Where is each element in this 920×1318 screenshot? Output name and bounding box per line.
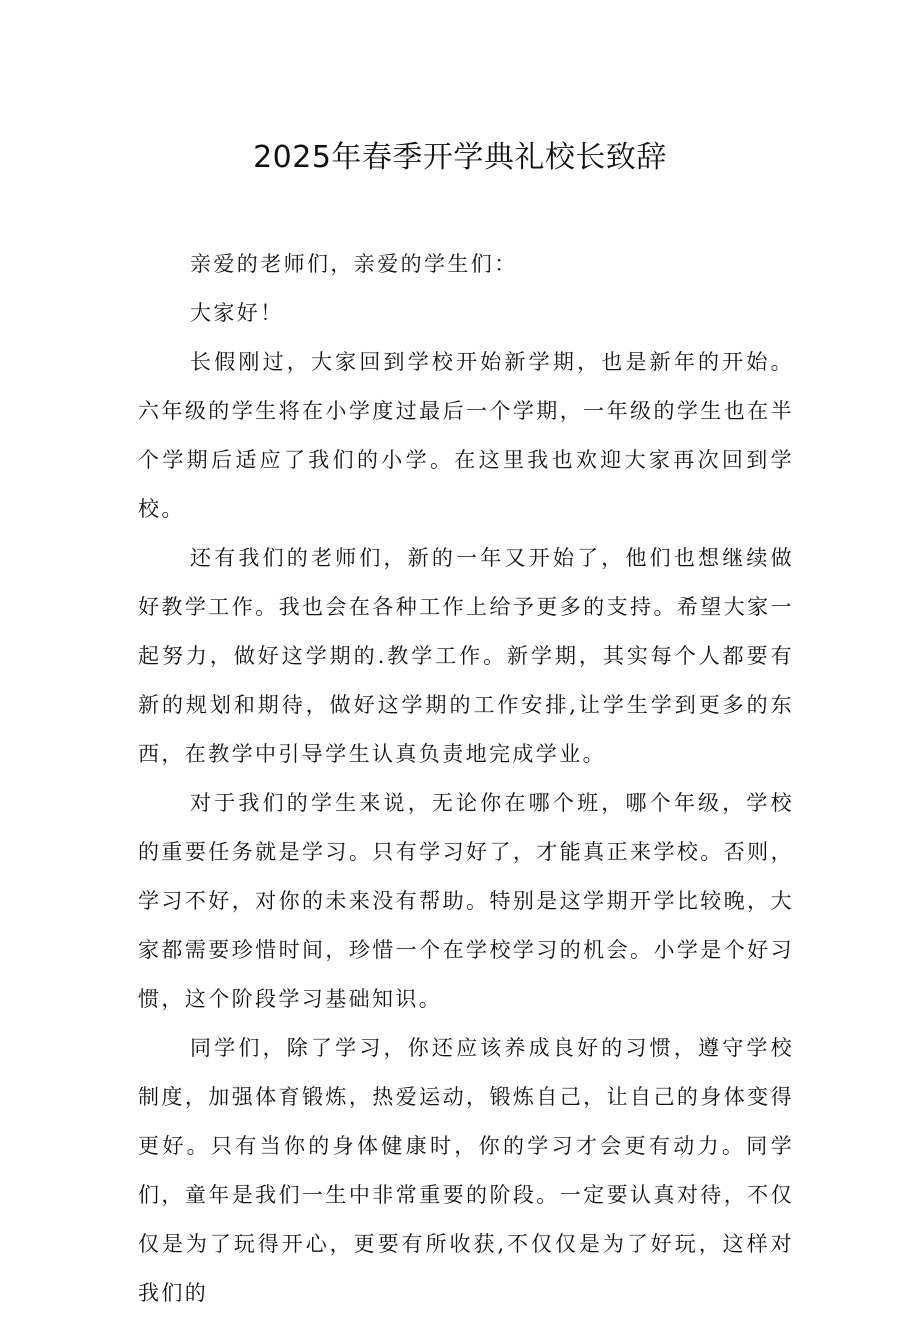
body-paragraph: 还有我们的老师们，新的一年又开始了，他们也想继续做好教学工作。我也会在各种工作上给予更多的支持。希望大家一起努力，做好这学期的.教学工作。新学期，其实每个人都要有新的规划和期待，做好这学期的工作安排,让学生学到更多的东西，在教学中引导学生认真负责地完成学业。 [138,546,794,766]
salutation-paragraph: 亲爱的老师们，亲爱的学生们： [190,252,518,276]
document-body [138,240,794,1318]
body-paragraph: 长假刚过，大家回到学校开始新学期，也是新年的开始。六年级的学生将在小学度过最后一个学期，一年级的学生也在半个学期后适应了我们的小学。在这里我也欢迎大家再次回到学校。 [138,350,794,521]
body-paragraph: 同学们，除了学习，你还应该养成良好的习惯，遵守学校制度，加强体育锻炼，热爱运动，锻炼自己，让自己的身体变得更好。只有当你的身体健康时，你的学习才会更有动力。同学们，童年是我们一生中非常重要的阶段。一定要认真对待，不仅仅是为了玩得开心，更要有所收获,不仅仅是为了好玩，这样对我们的 [138,1036,794,1305]
document-title: 2025年春季开学典礼校长致辞 [253,140,667,175]
greeting-paragraph: 大家好！ [190,301,284,325]
body-paragraph: 对于我们的学生来说，无论你在哪个班，哪个年级，学校的重要任务就是学习。只有学习好了，才能真正来学校。否则，学习不好，对你的未来没有帮助。特别是这学期开学比较晚，大家都需要珍惜时间，珍惜一个在学校学习的机会。小学是个好习惯，这个阶段学习基础知识。 [138,791,794,1011]
